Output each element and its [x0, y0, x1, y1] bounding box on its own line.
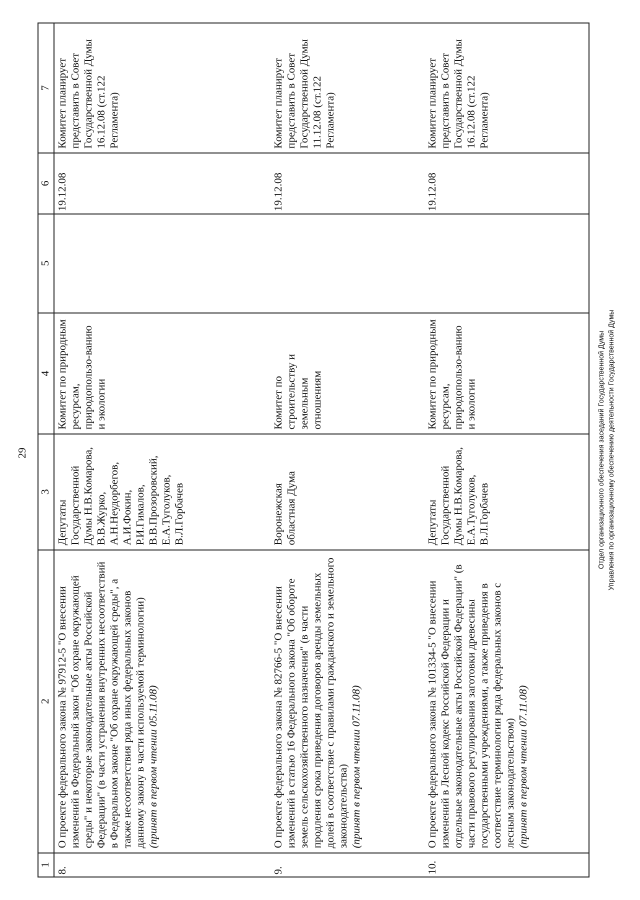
column-header-4: 4 [38, 313, 54, 434]
first-reading-note: (принят в первом чтении 07.11.08) [517, 685, 530, 849]
committee-note: Комитет планирует представить в Совет Государственной Думы 11.12.08 (ст.122 Регламента) [271, 23, 425, 153]
committee: Комитет по строительству и земельным отношениям [271, 313, 425, 434]
footer-line-1: Отдел организационного обеспечения заседаний Государственной Думы [598, 330, 606, 570]
column-header-2: 2 [38, 550, 54, 853]
table-row [271, 23, 425, 877]
column-5-cell [271, 214, 425, 313]
date: 19.12.08 [425, 153, 590, 214]
bills-table [38, 23, 590, 878]
row-number: 9. [271, 853, 425, 877]
column-header-5: 5 [38, 214, 54, 313]
initiator: Депутаты Государственной Думы Н.В.Комарова, Е.А.Туголуков, В.Л.Горбачев [425, 434, 590, 550]
first-reading-note: (принят в первом чтении 07.11.08) [350, 685, 363, 849]
bill-description [425, 550, 590, 853]
agenda-table-page [38, 23, 603, 878]
footer-line-2: Управления по организационному обеспечению деятельности Государственной Думы [608, 309, 616, 591]
bill-title: О проекте федерального закона № 97912-5 "О внесении изменений в Федеральный закон "Об охране окружающей среды" и некоторые законодательные акты Российской Федерации" (в части устранения внутренних несоответствий в Федеральном законе "Об охране окружающей среды", а также несоответствия ряда иных федеральных законов данному закону в части используемой терминологии) [56, 561, 147, 849]
initiator: Воронежская областная Дума [271, 434, 425, 550]
initiator: Депутаты Государственной Думы Н.В.Комарова, В.В.Журко, А.Н.Неудорбегов, А.И.Фокин, Р.И.Гималов, В.В.Прозоровский, Е.А.Туголуков, В.Л.Горбачев [54, 434, 271, 550]
bill-title: О проекте федерального закона № 82766-5 "О внесении изменений в статью 16 Федерального закона "Об обороте земель сельскохозяйственного назначения" (в части продления срока приведения договоров аренды земельных долей в соответствие с правилами гражданского и земельного законодательства) [272, 557, 350, 849]
bill-description [271, 550, 425, 853]
column-5-cell [54, 214, 271, 313]
committee-note: Комитет планирует представить в Совет Государственной Думы 16.12.08 (ст.122 Регламента) [425, 23, 590, 153]
column-5-cell [425, 214, 590, 313]
date: 19.12.08 [54, 153, 271, 214]
column-header-7: 7 [38, 23, 54, 153]
bill-description [54, 550, 271, 853]
committee: Комитет по природным ресурсам, природопользо-ванию и экологии [425, 313, 590, 434]
table-row [425, 23, 590, 877]
bill-title: О проекте федерального закона № 101334-5 "О внесении изменений в Лесной кодекс Российской Федерации и отдельные законодательные акты Российской Федерации" (в части правового регулирования заготовки древесины государственными учреждениями, а также приведения в соответствие терминологии ряда федеральных законов с лесным законодательством) [426, 564, 517, 849]
column-header-6: 6 [38, 153, 54, 214]
column-header-1: 1 [38, 853, 54, 877]
table-row [54, 23, 271, 877]
first-reading-note: (принят в первом чтении 05.11.08) [147, 685, 160, 849]
date: 19.12.08 [271, 153, 425, 214]
committee-note: Комитет планирует представить в Совет Государственной Думы 16.12.08 (ст.122 Регламента) [54, 23, 271, 153]
page-number: 29 [16, 447, 29, 459]
row-number: 10. [425, 853, 590, 877]
row-number: 8. [54, 853, 271, 877]
committee: Комитет по природным ресурсам, природопользо-ванию и экологии [54, 313, 271, 434]
table-header-row [38, 23, 54, 877]
column-header-3: 3 [38, 434, 54, 550]
